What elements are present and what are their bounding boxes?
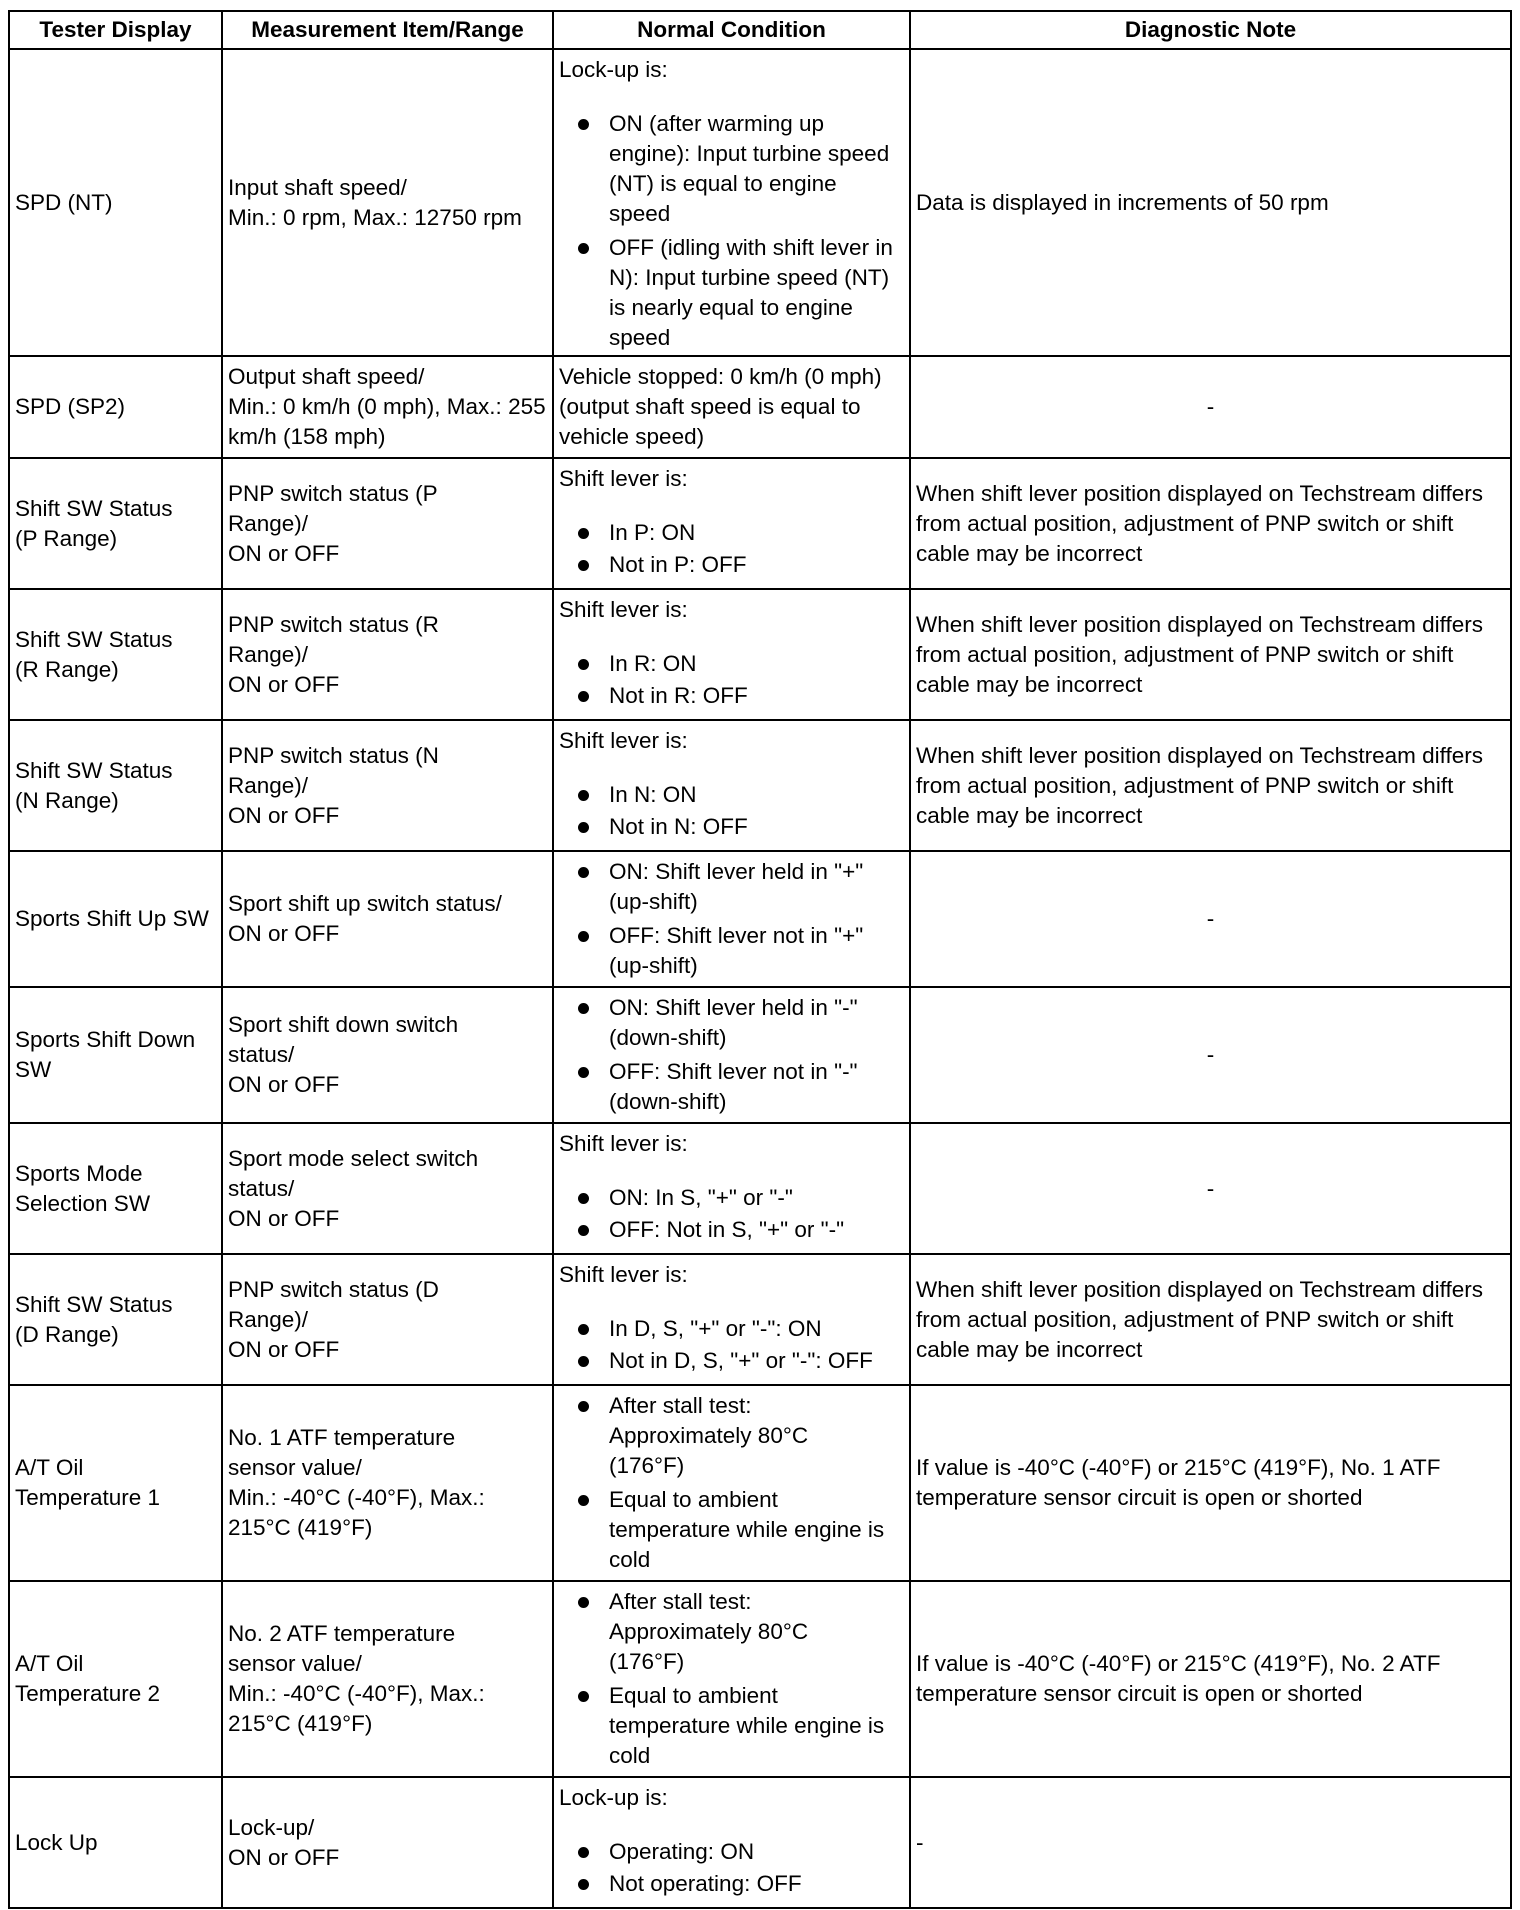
list-item: ON: In S, "+" or "-" bbox=[559, 1183, 904, 1213]
tester-display-cell: Sports Shift Up SW bbox=[9, 851, 222, 987]
measurement-cell: PNP switch status (P Range)/ ON or OFF bbox=[222, 458, 553, 589]
normal-condition-cell: Shift lever is: In N: ON Not in N: OFF bbox=[553, 720, 910, 851]
diagnostic-note-cell: - bbox=[910, 851, 1511, 987]
tester-display-cell: Shift SW Status (D Range) bbox=[9, 1254, 222, 1385]
list-item: ON: Shift lever held in "+" (up-shift) bbox=[559, 857, 904, 917]
table-row bbox=[9, 49, 1511, 356]
list-item: Not in P: OFF bbox=[559, 550, 904, 580]
table-row bbox=[9, 1777, 1511, 1908]
list-item: OFF (idling with shift lever in N): Input turbine speed (NT) is nearly equal to engine speed bbox=[559, 233, 904, 353]
table-row bbox=[9, 1385, 1511, 1581]
normal-condition-cell: Shift lever is: In R: ON Not in R: OFF bbox=[553, 589, 910, 720]
header-tester-display: Tester Display bbox=[9, 11, 222, 49]
table-row bbox=[9, 458, 1511, 589]
table-row bbox=[9, 720, 1511, 851]
list-item: ON (after warming up engine): Input turbine speed (NT) is equal to engine speed bbox=[559, 109, 904, 229]
list-item: Equal to ambient temperature while engine is cold bbox=[559, 1485, 889, 1575]
measurement-cell: Input shaft speed/ Min.: 0 rpm, Max.: 12750 rpm bbox=[222, 49, 553, 356]
list-item: OFF: Not in S, "+" or "-" bbox=[559, 1215, 904, 1245]
list-item: OFF: Shift lever not in "-" (down-shift) bbox=[559, 1057, 904, 1117]
normal-condition-cell bbox=[553, 1385, 910, 1581]
list-item: Not in D, S, "+" or "-": OFF bbox=[559, 1346, 904, 1376]
list-item: Not in R: OFF bbox=[559, 681, 904, 711]
list-item: In P: ON bbox=[559, 518, 904, 548]
tester-display-cell: Sports Mode Selection SW bbox=[9, 1123, 222, 1254]
table-row bbox=[9, 1254, 1511, 1385]
diagnostic-note-cell: - bbox=[910, 1123, 1511, 1254]
measurement-cell: Sport shift down switch status/ ON or OFF bbox=[222, 987, 553, 1123]
list-item: In D, S, "+" or "-": ON bbox=[559, 1314, 904, 1344]
diagnostic-note-cell: If value is -40°C (-40°F) or 215°C (419°F), No. 2 ATF temperature sensor circuit is open or shorted bbox=[910, 1581, 1511, 1777]
normal-condition-cell bbox=[553, 987, 910, 1123]
tester-display-cell: Shift SW Status (P Range) bbox=[9, 458, 222, 589]
normal-condition-cell: Lock-up is: ON (after warming up engine): Input turbine speed (NT) is equal to engine speed OFF (idling with shift lever in N): Input turbine speed (NT) is nearly equal to engine speed bbox=[553, 49, 910, 356]
measurement-cell: Output shaft speed/ Min.: 0 km/h (0 mph), Max.: 255 km/h (158 mph) bbox=[222, 356, 553, 458]
table-row bbox=[9, 1581, 1511, 1777]
list-item: Not in N: OFF bbox=[559, 812, 904, 842]
measurement-cell: No. 2 ATF temperature sensor value/ Min.: -40°C (-40°F), Max.: 215°C (419°F) bbox=[222, 1581, 553, 1777]
tester-display-cell: SPD (NT) bbox=[9, 49, 222, 356]
list-item: In R: ON bbox=[559, 649, 904, 679]
normal-condition-cell bbox=[553, 1581, 910, 1777]
tester-display-cell: SPD (SP2) bbox=[9, 356, 222, 458]
diagnostic-note-cell: When shift lever position displayed on Techstream differs from actual position, adjustment of PNP switch or shift cable may be incorrect bbox=[910, 720, 1511, 851]
measurement-cell: No. 1 ATF temperature sensor value/ Min.: -40°C (-40°F), Max.: 215°C (419°F) bbox=[222, 1385, 553, 1581]
tester-display-cell: A/T Oil Temperature 2 bbox=[9, 1581, 222, 1777]
normal-condition-cell: Shift lever is: In D, S, "+" or "-": ON Not in D, S, "+" or "-": OFF bbox=[553, 1254, 910, 1385]
normal-condition-cell: Vehicle stopped: 0 km/h (0 mph) (output shaft speed is equal to vehicle speed) bbox=[553, 356, 910, 458]
header-normal-condition: Normal Condition bbox=[553, 11, 910, 49]
normal-condition-cell: Lock-up is: Operating: ON Not operating: OFF bbox=[553, 1777, 910, 1908]
measurement-cell: Sport mode select switch status/ ON or OFF bbox=[222, 1123, 553, 1254]
diagnostic-note-cell: - bbox=[910, 1777, 1511, 1908]
tester-display-cell: Shift SW Status (R Range) bbox=[9, 589, 222, 720]
tester-display-cell: Lock Up bbox=[9, 1777, 222, 1908]
diagnostic-note-cell: Data is displayed in increments of 50 rpm bbox=[910, 49, 1511, 356]
tester-display-cell: A/T Oil Temperature 1 bbox=[9, 1385, 222, 1581]
table-row bbox=[9, 851, 1511, 987]
table-row bbox=[9, 356, 1511, 458]
list-item: ON: Shift lever held in "-" (down-shift) bbox=[559, 993, 904, 1053]
measurement-cell: PNP switch status (N Range)/ ON or OFF bbox=[222, 720, 553, 851]
diagnostic-note-cell: When shift lever position displayed on Techstream differs from actual position, adjustment of PNP switch or shift cable may be incorrect bbox=[910, 1254, 1511, 1385]
header-measurement: Measurement Item/Range bbox=[222, 11, 553, 49]
diagnostic-note-cell: When shift lever position displayed on Techstream differs from actual position, adjustment of PNP switch or shift cable may be incorrect bbox=[910, 589, 1511, 720]
table-row bbox=[9, 1123, 1511, 1254]
diagnostic-note-cell: When shift lever position displayed on Techstream differs from actual position, adjustment of PNP switch or shift cable may be incorrect bbox=[910, 458, 1511, 589]
measurement-cell: PNP switch status (D Range)/ ON or OFF bbox=[222, 1254, 553, 1385]
list-item: Equal to ambient temperature while engine is cold bbox=[559, 1681, 889, 1771]
list-item: Not operating: OFF bbox=[559, 1869, 904, 1899]
tester-display-cell: Shift SW Status (N Range) bbox=[9, 720, 222, 851]
normal-condition-cell bbox=[553, 851, 910, 987]
measurement-cell: Lock-up/ ON or OFF bbox=[222, 1777, 553, 1908]
measurement-cell: PNP switch status (R Range)/ ON or OFF bbox=[222, 589, 553, 720]
header-row bbox=[9, 11, 1511, 49]
list-item: Operating: ON bbox=[559, 1837, 904, 1867]
diagnostic-note-cell: - bbox=[910, 987, 1511, 1123]
data-list-table bbox=[8, 10, 1512, 1909]
table-row bbox=[9, 987, 1511, 1123]
tester-display-cell: Sports Shift Down SW bbox=[9, 987, 222, 1123]
list-item: OFF: Shift lever not in "+" (up-shift) bbox=[559, 921, 904, 981]
list-item: After stall test: Approximately 80°C (176°F) bbox=[559, 1391, 889, 1481]
list-item: In N: ON bbox=[559, 780, 904, 810]
measurement-cell: Sport shift up switch status/ ON or OFF bbox=[222, 851, 553, 987]
header-diagnostic-note: Diagnostic Note bbox=[910, 11, 1511, 49]
normal-condition-cell: Shift lever is: In P: ON Not in P: OFF bbox=[553, 458, 910, 589]
normal-condition-cell: Shift lever is: ON: In S, "+" or "-" OFF: Not in S, "+" or "-" bbox=[553, 1123, 910, 1254]
table-row bbox=[9, 589, 1511, 720]
diagnostic-note-cell: - bbox=[910, 356, 1511, 458]
diagnostic-note-cell: If value is -40°C (-40°F) or 215°C (419°F), No. 1 ATF temperature sensor circuit is open or shorted bbox=[910, 1385, 1511, 1581]
list-item: After stall test: Approximately 80°C (176°F) bbox=[559, 1587, 889, 1677]
